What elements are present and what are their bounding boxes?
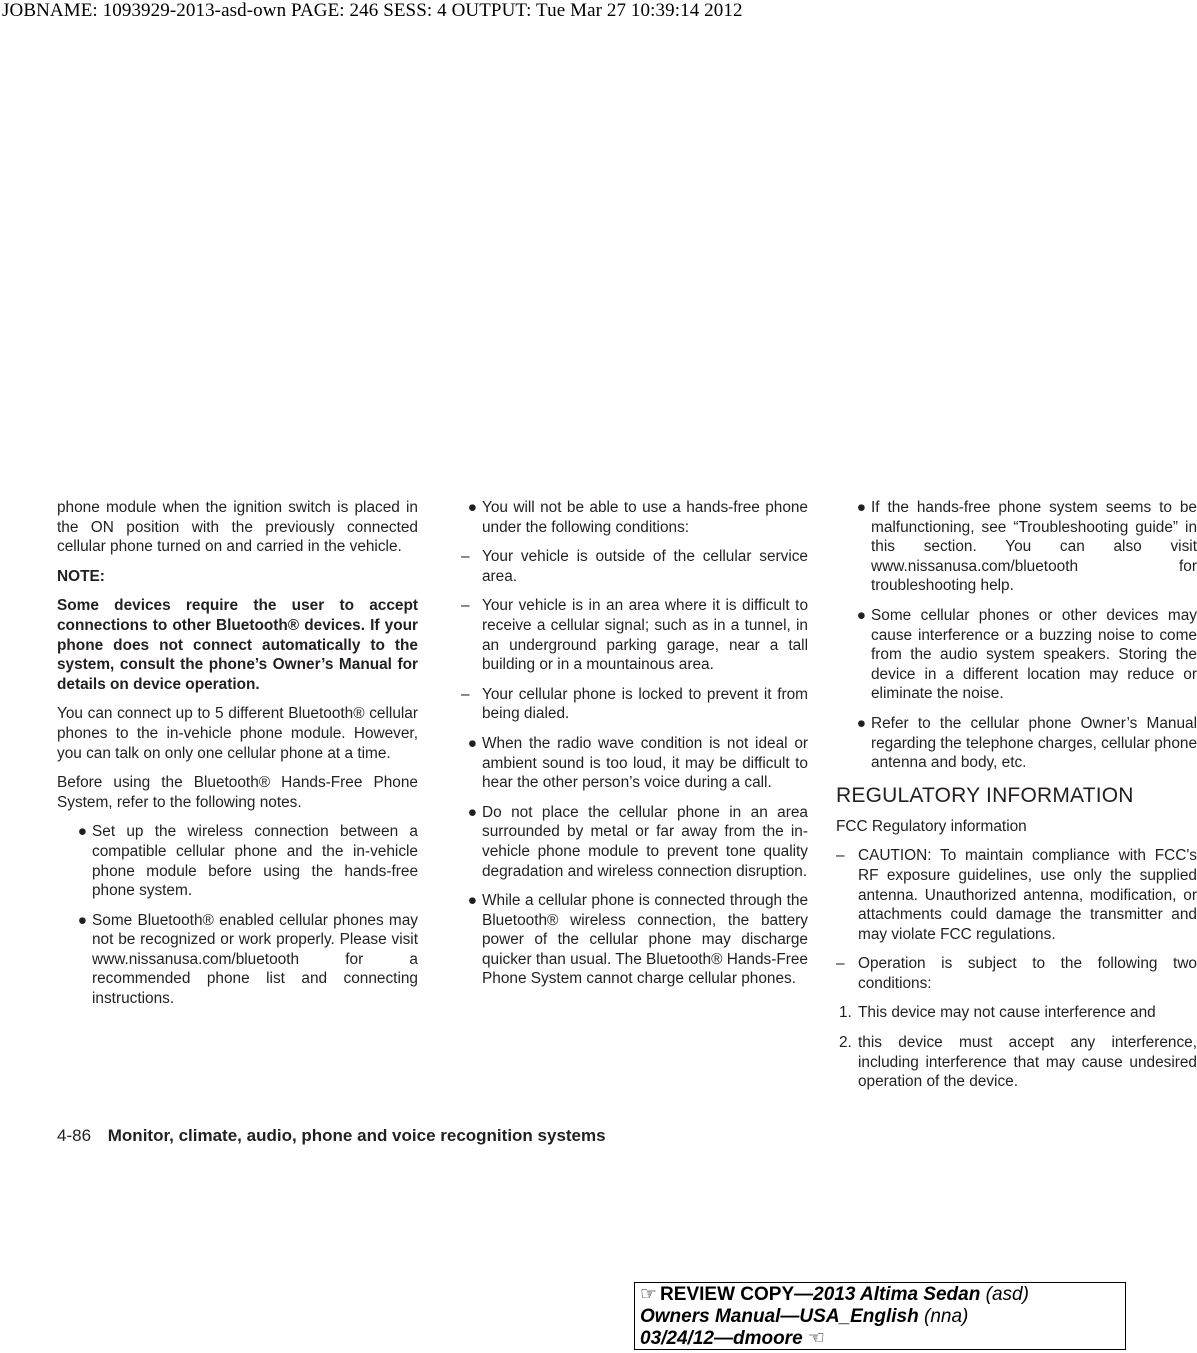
section-heading: REGULATORY INFORMATION <box>836 783 1134 807</box>
sub-list-item <box>447 596 808 674</box>
list-item <box>447 891 808 989</box>
list-item <box>57 822 418 900</box>
numbered-item-text: this device must accept any interference, including interference that may cause undesired operation of the device. <box>858 1034 1197 1091</box>
numbered-item-text: This device may not cause interference and <box>858 1004 1156 1022</box>
bullet-icon: ● <box>856 606 866 624</box>
list-item <box>57 911 418 1009</box>
note-label: NOTE: <box>57 567 105 585</box>
page-number: 4-86 <box>57 1126 92 1145</box>
list-item-text: Some cellular phones or other devices may cause interference or a buzzing noise to come from the audio system speakers. Storing the device in a different location may reduce or eliminate the noise. <box>871 606 1197 703</box>
column-2 <box>447 498 808 999</box>
bullet-icon: ● <box>467 803 477 821</box>
dash-marker: – <box>461 685 470 703</box>
numbered-item <box>836 1003 1197 1023</box>
list-item <box>447 734 808 793</box>
job-header: JOBNAME: 1093929-2013-asd-own PAGE: 246 SESS: 4 OUTPUT: Tue Mar 27 10:39:14 2012 <box>2 0 743 21</box>
dash-marker: – <box>461 597 470 615</box>
list-item <box>836 606 1197 704</box>
column-1 <box>57 498 418 1019</box>
bullet-icon: ● <box>467 499 477 516</box>
chapter-title: Monitor, climate, audio, phone and voice recognition systems <box>107 1126 606 1145</box>
sub-list-item <box>447 547 808 586</box>
list-item <box>447 498 808 537</box>
number-marker: 2. <box>839 1034 852 1052</box>
number-marker: 1. <box>839 1004 852 1022</box>
bullet-icon: ● <box>467 892 477 910</box>
bullet-icon: ● <box>77 911 87 929</box>
review-manual: Owners Manual—USA_English <box>640 1306 919 1327</box>
bullet-icon: ● <box>856 714 866 732</box>
pointing-hand-left-icon: ☜ <box>807 1328 825 1349</box>
list-item-text: You will not be able to use a hands-free phone under the following conditions: <box>482 499 808 536</box>
paragraph-connect: You can connect up to 5 different Bluetooth® cellular phones to the in-vehicle phone module. However, you can talk on only one cellular phone at a time. <box>57 705 418 762</box>
review-model-code: (asd) <box>985 1284 1029 1305</box>
bullet-icon: ● <box>856 499 866 516</box>
note-text: Some devices require the user to accept connections to other Bluetooth® devices. If your phone does not connect automatically to the system, consult the phone’s Owner’s Manual for details on device operation. <box>57 597 418 693</box>
review-line-2 <box>640 1306 1125 1328</box>
sub-list-item <box>836 846 1197 944</box>
review-date: 03/24/12—dmoore <box>640 1328 803 1349</box>
review-line-3 <box>640 1328 1125 1350</box>
review-copy-box <box>634 1282 1126 1350</box>
review-line-1 <box>640 1284 1125 1306</box>
list-item-text: Some Bluetooth® enabled cellular phones may not be recognized or work properly. Please visit www.nissanusa.com/bluetooth for a recommended phone list and connecting instructions. <box>92 911 418 1008</box>
sub-list-item-text: Your vehicle is outside of the cellular service area. <box>482 548 808 585</box>
sub-list-item <box>836 954 1197 993</box>
paragraph-before-using: Before using the Bluetooth® Hands-Free Phone System, refer to the following notes. <box>57 774 418 811</box>
list-item-text: While a cellular phone is connected through the Bluetooth® wireless connection, the battery power of the cellular phone may discharge quicker than usual. The Bluetooth® Hands-Free Phone System cannot charge cellular phones. <box>482 892 808 988</box>
dash-marker: – <box>836 847 845 865</box>
review-lang-code: (nna) <box>924 1306 969 1327</box>
bullet-icon: ● <box>77 823 87 841</box>
dash-marker: – <box>461 548 470 566</box>
column-3 <box>836 498 1197 1102</box>
review-label: REVIEW COPY— <box>660 1284 814 1305</box>
list-item-text: Do not place the cellular phone in an area surrounded by metal or far away from the in-vehicle phone module to prevent tone quality degradation and wireless connection disruption. <box>482 803 808 880</box>
numbered-item <box>836 1033 1197 1092</box>
review-model: 2013 Altima Sedan <box>813 1284 981 1305</box>
page-footer <box>57 1126 606 1146</box>
list-item-text: If the hands-free phone system seems to be malfunctioning, see “Troubleshooting guide” in this section. You can also visit www.nissanusa.com/bluetooth for troubleshooting help. <box>871 499 1197 595</box>
list-item <box>836 714 1197 773</box>
sub-list-item-text: CAUTION: To maintain compliance with FCC's RF exposure guidelines, use only the supplied antenna. Unauthorized antenna, modification, or attachments could damage the transmitter and may violate FCC regulations. <box>858 847 1197 943</box>
dash-marker: – <box>836 955 845 973</box>
sub-list-item-text: Your cellular phone is locked to prevent it from being dialed. <box>482 685 808 723</box>
list-item-text: Refer to the cellular phone Owner’s Manual regarding the telephone charges, cellular phone antenna and body, etc. <box>871 714 1197 772</box>
list-item <box>836 498 1197 596</box>
sub-list-item-text: Operation is subject to the following two conditions: <box>858 955 1197 992</box>
pointing-hand-icon: ☞ <box>640 1284 658 1305</box>
sub-list-item-text: Your vehicle is in an area where it is difficult to receive a cellular signal; such as in a tunnel, in an underground parking garage, near a tall building or in a mountainous area. <box>482 597 808 674</box>
list-item-text: Set up the wireless connection between a compatible cellular phone and the in-vehicle phone module before using the hands-free phone system. <box>92 823 418 900</box>
list-item <box>447 803 808 881</box>
fcc-label: FCC Regulatory information <box>836 817 1027 835</box>
sub-list-item <box>447 685 808 724</box>
list-item-text: When the radio wave condition is not ideal or ambient sound is too loud, it may be difficult to hear the other person’s voice during a call. <box>482 734 808 792</box>
intro-paragraph: phone module when the ignition switch is placed in the ON position with the previously connected cellular phone turned on and carried in the vehicle. <box>57 499 418 556</box>
bullet-icon: ● <box>467 734 477 752</box>
